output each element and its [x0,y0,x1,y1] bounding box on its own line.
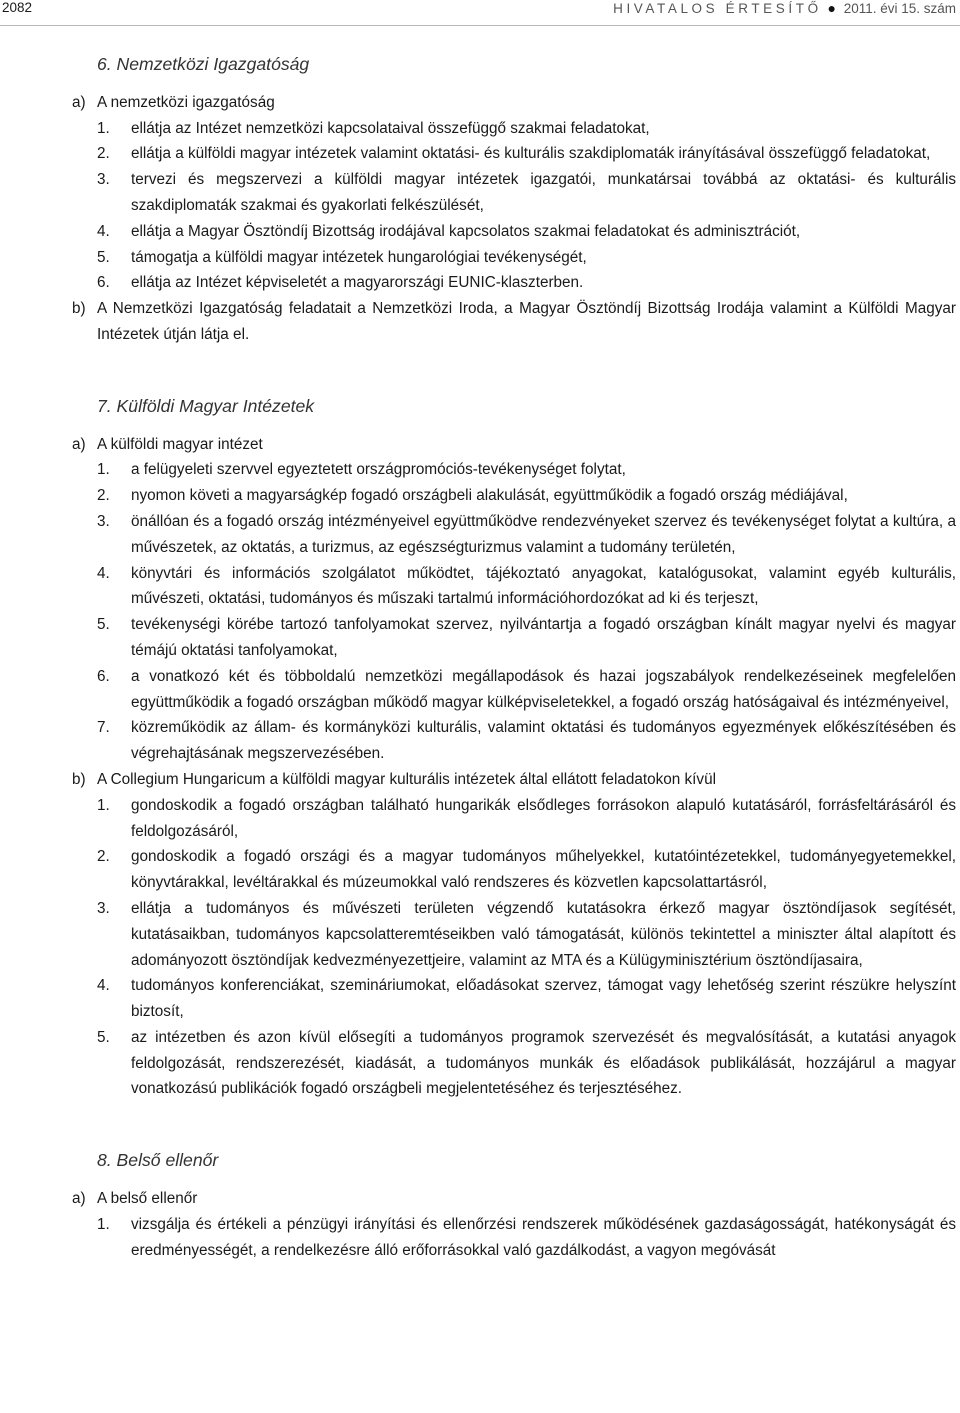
list-item [72,973,956,1025]
paragraph-label: a) [72,93,86,111]
paragraph-text: A nemzetközi igazgatóság [97,93,275,111]
list-item-text: támogatja a külföldi magyar intézetek hungarológiai tevékenységét, [131,248,587,266]
list-item-number: 3. [97,899,110,917]
list-item-text: gondoskodik a fogadó országi és a magyar tudományos műhelyekkel, kutatóintézetekkel, tudományegyetemekkel, könyvtárakkal, levéltárakkal és múzeumokkal való rendszeres és közvetlen kapcsolattartásról, [131,848,956,892]
list-item-text: tevékenységi körébe tartozó tanfolyamokat szervez, nyilvántartja a fogadó országban kínált magyar nyelvi és magyar témájú oktatási tanfolyamokat, [131,616,956,659]
list-item-text: ellátja az Intézet nemzetközi kapcsolataival összefüggő szakmai feladatokat, [131,119,650,137]
list-item-number: 4. [97,564,110,582]
list-item [72,844,956,896]
list-item-text: közreműködik az állam- és kormányközi kulturális, valamint oktatási és tudományos egyezmények előkészítésében és végrehajtásának megszervezésében. [131,719,956,763]
list-item-number: 2. [97,145,110,163]
paragraph-text: A belső ellenőr [97,1190,198,1208]
paragraph [72,296,956,348]
paragraph-label: b) [72,300,86,318]
list-item [72,561,956,613]
list-item [72,1025,956,1102]
list-item [72,219,956,245]
list-item [72,793,956,845]
paragraph-label: b) [72,770,86,788]
list-item [72,116,956,142]
list-item-number: 5. [97,1028,110,1046]
section-title: 8. Belső ellenőr [97,1150,219,1171]
list-item-number: 2. [97,848,110,866]
list-item-number: 3. [97,171,110,189]
list-item-text: könyvtári és információs szolgálatot működtet, tájékoztató anyagokat, katalógusokat, valamint egyéb kulturális, művészeti, oktatási, tudományos és műszaki tartalmú információhordozókat ad ki és terjeszt, [131,564,956,608]
list-item [72,664,956,716]
list-item-text: ellátja az Intézet képviseletét a magyarországi EUNIC-klaszterben. [131,274,584,292]
list-item-number: 6. [97,274,110,292]
paragraph-label: a) [72,435,86,453]
paragraph [72,90,956,116]
paragraph-label: a) [72,1190,86,1208]
section-title: 6. Nemzetközi Igazgatóság [97,54,310,74]
numbered-list [72,457,956,767]
list-item-number: 5. [97,616,110,634]
section-title: 7. Külföldi Magyar Intézetek [97,395,315,416]
list-item-text: ellátja a külföldi magyar intézetek valamint oktatási- és kulturális szakdiplomaták irányításával összefüggő feladatokat, [131,145,931,163]
paragraph [72,767,956,793]
list-item [72,245,956,271]
list-item-number: 1. [97,796,110,814]
numbered-list [72,116,956,297]
paragraph-text: A külföldi magyar intézet [97,435,263,453]
list-item [72,1212,956,1264]
list-item-number: 6. [97,667,110,685]
list-item-text: vizsgálja és értékeli a pénzügyi irányítási és ellenőrzési rendszerek működésének gazdaságosságát, hatékonyságát és eredményességét, a rendelkezésre álló erőforrásokkal való gazdálkodást, a vagyon megóvását [131,1215,956,1259]
header-divider [0,25,960,26]
paragraph-text: A Nemzetközi Igazgatóság feladatait a Nemzetközi Iroda, a Magyar Ösztöndíj Bizottság Irodája valamint a Külföldi Magyar Intézetek útján látja el. [97,300,956,343]
journal-title: HIVATALOS ÉRTESÍTŐ [613,1,822,16]
list-item-number: 7. [97,719,110,737]
list-item-number: 1. [97,119,110,137]
list-item-text: önállóan és a fogadó ország intézményeivel együttműködve rendezvényeket szervez és tevékenységet folytat a kultúra, a művészetek, az oktatás, a turizmus, az egészségturizmus valamint a tudomány területén, [131,512,956,556]
numbered-list [72,793,956,1103]
list-item-text: a felügyeleti szervvel egyeztetett országpromóciós-tevékenységet folytat, [131,461,626,479]
list-item-text: az intézetben és azon kívül elősegíti a tudományos programok szervezését és megvalósítását, a kutatási anyagok feldolgozását, rendszerezését, kiadását, a tudományos munkák és előadások publikálását, hozzájárul a magyar vonatkozású publikációk fogadó országbeli megjelentetéséhez és terjesztéséhez. [131,1028,956,1098]
list-item [72,612,956,664]
list-item-number: 3. [97,512,110,530]
list-item [72,141,956,167]
list-item [72,270,956,296]
list-item [72,167,956,219]
list-item-number: 5. [97,248,110,266]
list-item-text: ellátja a tudományos és művészeti területen végzendő kutatásokra érkező magyar ösztöndíjasok segítését, kutatásaikban, tudományos kapcsolatteremtéseikben való támogatását, különös tekintettel a miniszter által alapított és adományozott ösztöndíjak kedvezményezettjeire, valamint az MTA és a Külügyminisztérium ösztöndíjasaira, [131,899,956,969]
list-item [72,483,956,509]
list-item-text: tudományos konferenciákat, szemináriumokat, előadásokat szervez, támogat vagy lehetőség szerint részükre helyszínt biztosít, [131,977,956,1021]
list-item-text: tervezi és megszervezi a külföldi magyar intézetek igazgatói, munkatársai továbbá az oktatási- és kulturális szakdiplomaták szakmai és gyakorlati felkészülését, [131,171,956,214]
list-item-number: 1. [97,1215,110,1233]
list-item-number: 4. [97,977,110,995]
list-item-number: 2. [97,487,110,505]
list-item-number: 1. [97,461,110,479]
journal-info [613,0,956,16]
paragraph [72,432,956,458]
list-item [72,457,956,483]
list-item-text: nyomon követi a magyarságkép fogadó országbeli alakulását, együttműködik a fogadó ország médiájával, [131,487,848,505]
numbered-list [72,1212,956,1264]
list-item [72,509,956,561]
page-number: 2082 [2,0,33,15]
list-item-text: gondoskodik a fogadó országban található hungarikák elsődleges forrásokon alapuló kutatásáról, forrásfeltárásáról és feldolgozásáról, [131,796,956,840]
issue-number: 2011. évi 15. szám [843,1,956,16]
separator-dot: ● [827,0,836,16]
list-item-text: a vonatkozó két és többoldalú nemzetközi megállapodások és hazai jogszabályok rendelkezéseinek megfelelően együttműködik a fogadó országban működő magyar külképviseletekkel, a fogadó ország hatóságaival és intézményeivel, [131,667,956,711]
list-item [72,715,956,767]
page-header [0,0,960,22]
paragraph [72,1186,956,1212]
list-item [72,896,956,973]
document-body [72,52,956,1263]
list-item-text: ellátja a Magyar Ösztöndíj Bizottság irodájával kapcsolatos szakmai feladatokat és adminisztrációt, [131,222,801,240]
paragraph-text: A Collegium Hungaricum a külföldi magyar kulturális intézetek által ellátott feladatokon kívül [97,770,716,788]
list-item-number: 4. [97,222,110,240]
